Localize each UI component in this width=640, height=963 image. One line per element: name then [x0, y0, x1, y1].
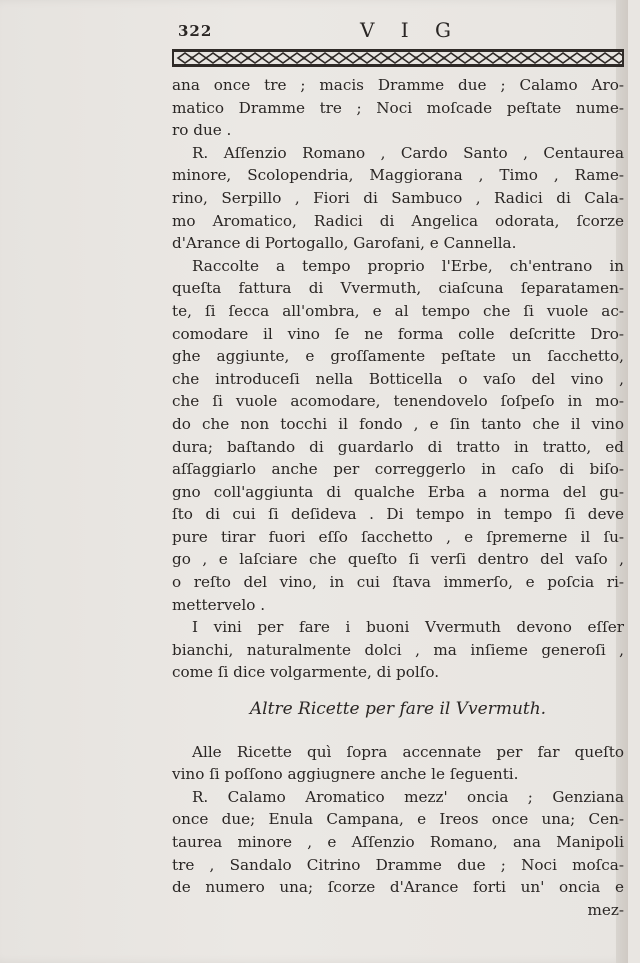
text-line: mettervelo . [172, 595, 266, 614]
text-line: vino ſi poſſono aggiugnere anche le ſeguenti. [172, 765, 519, 784]
text-line: bianchi, naturalmente dolci , ma inſieme generoſi , [172, 640, 624, 659]
text-line: che introduceſi nella Botticella o vaſo del vino , [172, 369, 624, 388]
text-line: de numero una; ſcorze d'Arance forti un' oncia e [172, 878, 624, 897]
text-line: matico Dramme tre ; Noci moſcade peſtate nume- [172, 98, 624, 117]
text-line: aſſaggiarlo anche per correggerlo in caſo di biſo- [172, 460, 624, 479]
text-line: pure tirar fuori eſſo ſacchetto , e ſpremerne il ſu- [172, 527, 624, 546]
catchword: mez- [587, 900, 624, 919]
text-line: tre , Sandalo Citrino Dramme due ; Noci moſca- [172, 855, 624, 874]
text-line: go , e laſciare che queſto ſi verſi dentro del vaſo , [172, 550, 624, 569]
decorative-border-icon [172, 48, 624, 68]
text-line: R. Calamo Aromatico mezz' oncia ; Genziana [192, 787, 624, 806]
text-line: dura; baſtando di guardarlo di tratto in tratto, ed [172, 437, 624, 456]
running-head: V I G [360, 18, 462, 42]
text-line: once due; Enula Campana, e Ireos once una; Cen- [172, 810, 624, 829]
page-number: 322 [178, 22, 213, 40]
text-line: queſta fattura di Vvermuth, ciaſcuna ſeparatamen- [172, 279, 624, 298]
text-line: comodare il vino ſe ne forma colle deſcritte Dro- [172, 324, 624, 343]
text-line: come ſi dice volgarmente, di polſo. [172, 663, 440, 682]
text-line: ro due . [172, 121, 232, 140]
text-line: Raccolte a tempo proprio l'Erbe, ch'entrano in [192, 256, 624, 275]
text-line: minore, Scolopendria, Maggiorana , Timo , Rame- [172, 166, 624, 185]
text-line: d'Arance di Portogallo, Garofani, e Cannella. [172, 234, 517, 253]
body-text [172, 74, 624, 921]
section-heading: Altre Ricette per fare il Vvermuth. [249, 699, 547, 720]
text-line: ana once tre ; macis Dramme due ; Calamo Aro- [172, 76, 624, 94]
text-line: gno coll'aggiunta di qualche Erba a norma del gu- [172, 482, 624, 501]
text-line: rino, Serpillo , Fiori di Sambuco , Radici di Cala- [172, 188, 624, 207]
text-line: che ſi vuole acomodare, tenendovelo ſoſpeſo in mo- [172, 392, 624, 411]
text-line: mo Aromatico, Radici di Angelica odorata, ſcorze [172, 211, 624, 230]
text-line: I vini per fare i buoni Vvermuth devono eſſer [192, 618, 624, 637]
text-line: R. Aſſenzio Romano , Cardo Santo , Centaurea [192, 143, 624, 162]
text-line: Alle Ricette quì ſopra accennate per far queſto [192, 742, 624, 761]
text-line: do che non tocchi il fondo , e ſin tanto che il vino [172, 414, 624, 433]
text-line: te, ſi ſecca all'ombra, e al tempo che ſi vuole ac- [172, 301, 624, 320]
text-line: taurea minore , e Aſſenzio Romano, ana Manipoli [172, 833, 624, 851]
text-line: ſto di cui ſi deſideva . Di tempo in tempo ſi deve [172, 505, 624, 524]
text-line: ghe aggiunte, e groſſamente peſtate un ſacchetto, [172, 347, 624, 366]
text-line: o reſto del vino, in cui ſtava immerſo, e poſcia ri- [172, 573, 624, 592]
